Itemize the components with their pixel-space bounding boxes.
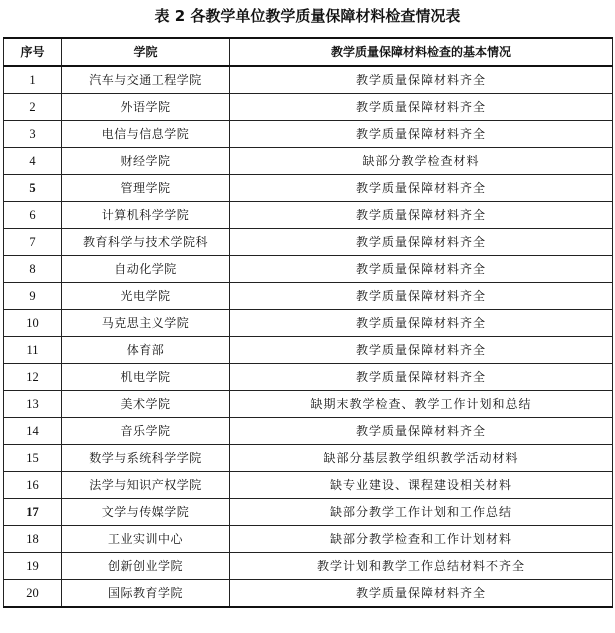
row-college: 电信与信息学院 (62, 121, 230, 148)
row-number: 5 (4, 175, 62, 202)
row-college: 文学与传媒学院 (62, 499, 230, 526)
row-college: 工业实训中心 (62, 526, 230, 553)
row-number: 17 (4, 499, 62, 526)
row-status: 教学质量保障材料齐全 (230, 337, 613, 364)
row-status: 教学质量保障材料齐全 (230, 202, 613, 229)
table-row (4, 310, 613, 337)
row-status: 缺部分教学检查和工作计划材料 (230, 526, 613, 553)
table-row (4, 418, 613, 445)
table-header-row (4, 38, 613, 66)
row-number: 12 (4, 364, 62, 391)
table-row (4, 580, 613, 608)
row-number: 15 (4, 445, 62, 472)
row-college: 国际教育学院 (62, 580, 230, 608)
row-status: 教学质量保障材料齐全 (230, 175, 613, 202)
table-row (4, 472, 613, 499)
row-number: 11 (4, 337, 62, 364)
row-number: 2 (4, 94, 62, 121)
row-number: 18 (4, 526, 62, 553)
table-row (4, 391, 613, 418)
table-row (4, 229, 613, 256)
row-college: 体育部 (62, 337, 230, 364)
row-number: 8 (4, 256, 62, 283)
row-number: 16 (4, 472, 62, 499)
row-status: 缺部分教学工作计划和工作总结 (230, 499, 613, 526)
table-row (4, 175, 613, 202)
row-status: 教学计划和教学工作总结材料不齐全 (230, 553, 613, 580)
row-number: 19 (4, 553, 62, 580)
row-status: 教学质量保障材料齐全 (230, 229, 613, 256)
row-number: 20 (4, 580, 62, 608)
row-college: 教育科学与技术学院科 (62, 229, 230, 256)
row-number: 14 (4, 418, 62, 445)
row-status: 教学质量保障材料齐全 (230, 121, 613, 148)
table-row (4, 121, 613, 148)
table-row (4, 337, 613, 364)
row-college: 马克思主义学院 (62, 310, 230, 337)
row-college: 数学与系统科学学院 (62, 445, 230, 472)
row-number: 13 (4, 391, 62, 418)
row-number: 1 (4, 66, 62, 94)
row-college: 外语学院 (62, 94, 230, 121)
row-status: 缺部分基层教学组织教学活动材料 (230, 445, 613, 472)
row-status: 缺专业建设、课程建设相关材料 (230, 472, 613, 499)
table-row (4, 553, 613, 580)
row-number: 6 (4, 202, 62, 229)
table-row (4, 256, 613, 283)
table-row (4, 526, 613, 553)
row-status: 教学质量保障材料齐全 (230, 94, 613, 121)
row-college: 汽车与交通工程学院 (62, 66, 230, 94)
row-status: 教学质量保障材料齐全 (230, 580, 613, 608)
table-row (4, 66, 613, 94)
table-row (4, 283, 613, 310)
table-row (4, 202, 613, 229)
row-status: 缺部分教学检查材料 (230, 148, 613, 175)
row-college: 财经学院 (62, 148, 230, 175)
row-college: 创新创业学院 (62, 553, 230, 580)
table-row (4, 94, 613, 121)
inspection-table (3, 37, 613, 608)
row-college: 机电学院 (62, 364, 230, 391)
row-number: 7 (4, 229, 62, 256)
row-status: 缺期末教学检查、教学工作计划和总结 (230, 391, 613, 418)
row-number: 10 (4, 310, 62, 337)
row-status: 教学质量保障材料齐全 (230, 364, 613, 391)
row-status: 教学质量保障材料齐全 (230, 283, 613, 310)
table-title: 表 2 各教学单位教学质量保障材料检查情况表 (154, 7, 461, 25)
table-row (4, 364, 613, 391)
row-college: 光电学院 (62, 283, 230, 310)
row-status: 教学质量保障材料齐全 (230, 418, 613, 445)
row-college: 音乐学院 (62, 418, 230, 445)
column-header-college: 学院 (62, 38, 230, 66)
row-college: 计算机科学学院 (62, 202, 230, 229)
row-number: 9 (4, 283, 62, 310)
row-status: 教学质量保障材料齐全 (230, 310, 613, 337)
row-status: 教学质量保障材料齐全 (230, 66, 613, 94)
column-header-number: 序号 (4, 38, 62, 66)
table-body (4, 66, 613, 607)
row-status: 教学质量保障材料齐全 (230, 256, 613, 283)
row-number: 3 (4, 121, 62, 148)
row-college: 法学与知识产权学院 (62, 472, 230, 499)
row-number: 4 (4, 148, 62, 175)
table-row (4, 499, 613, 526)
row-college: 自动化学院 (62, 256, 230, 283)
column-header-status: 教学质量保障材料检查的基本情况 (230, 38, 613, 66)
table-row (4, 148, 613, 175)
row-college: 美术学院 (62, 391, 230, 418)
table-row (4, 445, 613, 472)
row-college: 管理学院 (62, 175, 230, 202)
